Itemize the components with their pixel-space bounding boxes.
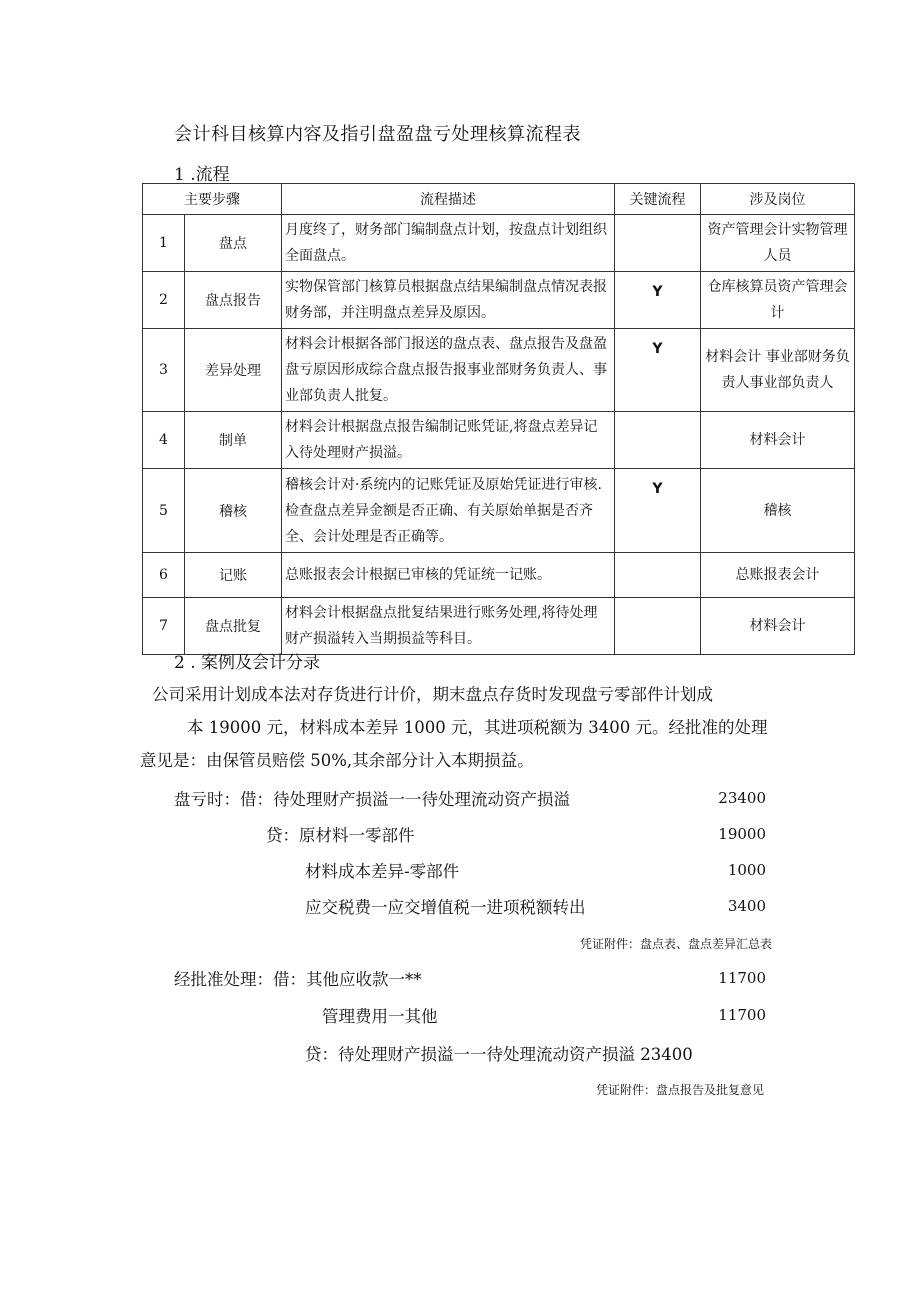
row-description: 稽核会计对·系统内的记账凭证及原始凭证进行审核. 检查盘点差异金额是否正确、有关原始单据是否齐全、会计处理是否正确等。 — [282, 469, 615, 553]
header-positions: 涉及岗位 — [701, 184, 855, 215]
row-step: 盘点报告 — [185, 272, 282, 329]
entry1-debit-amount: 23400 — [718, 789, 766, 807]
row-step: 盘点 — [185, 215, 282, 272]
entry1-credit-amount-3: 3400 — [727, 897, 766, 915]
entry1-credit-amount: 19000 — [718, 825, 766, 843]
table-row — [143, 329, 855, 412]
entry1-credit-line-3: 应交税费一应交增值税一进项税额转出 — [305, 898, 586, 917]
row-number: 1 — [143, 215, 185, 272]
entry2-debit-line: 经批准处理：借：其他应收款一** — [174, 970, 422, 989]
row-number: 4 — [143, 412, 185, 469]
row-key-flag — [615, 215, 701, 272]
header-description: 流程描述 — [282, 184, 615, 215]
entry2-voucher-note: 凭证附件：盘点报告及批复意见 — [596, 1083, 765, 1097]
row-step: 盘点批复 — [185, 598, 282, 655]
row-positions: 仓库核算员资产管理会计 — [701, 272, 855, 329]
table-row — [143, 215, 855, 272]
row-step: 制单 — [185, 412, 282, 469]
process-table — [142, 183, 855, 655]
table-header-row — [143, 184, 855, 215]
doc-title: 会计科目核算内容及指引盘盈盘亏处理核算流程表 — [174, 124, 581, 145]
row-description: 月度终了，财务部门编制盘点计划，按盘点计划组织全面盘点。 — [282, 215, 615, 272]
row-description: 材料会计根据盘点报告编制记账凭证,将盘点差异记入待处理财产损溢。 — [282, 412, 615, 469]
row-step: 稽核 — [185, 469, 282, 553]
entry2-debit-amount: 11700 — [718, 969, 766, 987]
table-row — [143, 553, 855, 598]
row-positions: 资产管理会计实物管理人员 — [701, 215, 855, 272]
case-line-3: 意见是：由保管员赔偿 50%,其余部分计入本期损益。 — [140, 751, 534, 770]
row-number: 3 — [143, 329, 185, 412]
row-description: 材料会计根据各部门报送的盘点表、盘点报告及盘盈盘亏原因形成综合盘点报告报事业部财务负责人、事业部负责人批复。 — [282, 329, 615, 412]
row-key-flag: Y — [615, 272, 701, 329]
entry2-debit-amount-2: 11700 — [718, 1006, 766, 1024]
row-key-flag — [615, 598, 701, 655]
entry1-voucher-note: 凭证附件：盘点表、盘点差异汇总表 — [580, 937, 773, 951]
row-key-flag: Y — [615, 469, 701, 553]
case-line-1: 公司采用计划成本法对存货进行计价，期末盘点存货时发现盘亏零部件计划成 — [152, 685, 713, 704]
row-key-flag — [615, 412, 701, 469]
row-number: 6 — [143, 553, 185, 598]
table-row — [143, 412, 855, 469]
entry2-debit-line-2: 管理费用一其他 — [322, 1007, 438, 1026]
row-description: 实物保管部门核算员根据盘点结果编制盘点情况表报财务部，并注明盘点差异及原因。 — [282, 272, 615, 329]
row-step: 记账 — [185, 553, 282, 598]
header-key-process: 关键流程 — [615, 184, 701, 215]
row-key-flag: Y — [615, 329, 701, 412]
case-line-2: 本 19000 元，材料成本差异 1000 元，其进项税额为 3400 元。经批准的处理 — [187, 718, 768, 737]
row-positions: 总账报表会计 — [701, 553, 855, 598]
row-number: 2 — [143, 272, 185, 329]
header-steps: 主要步骤 — [143, 184, 282, 215]
section-1-heading: 1 .流程 — [174, 165, 230, 185]
entry1-credit-line-2: 材料成本差异-零部件 — [305, 862, 460, 881]
table-row — [143, 598, 855, 655]
row-positions: 稽核 — [701, 469, 855, 553]
row-positions: 材料会计 — [701, 412, 855, 469]
row-step: 差异处理 — [185, 329, 282, 412]
section-2-heading: 2 . 案例及会计分录 — [174, 653, 321, 673]
row-number: 7 — [143, 598, 185, 655]
entry1-debit-line: 盘亏时：借：待处理财产损溢一一待处理流动资产损溢 — [174, 790, 570, 809]
row-description: 材料会计根据盘点批复结果进行账务处理,将待处理财产损溢转入当期损益等科目。 — [282, 598, 615, 655]
entry2-credit-line: 贷：待处理财产损溢一一待处理流动资产损溢 23400 — [305, 1045, 693, 1064]
row-number: 5 — [143, 469, 185, 553]
table-row — [143, 469, 855, 553]
entry1-credit-line: 贷：原材料一零部件 — [266, 826, 415, 845]
entry1-credit-amount-2: 1000 — [727, 861, 766, 879]
row-positions: 材料会计 — [701, 598, 855, 655]
row-description: 总账报表会计根据已审核的凭证统一记账。 — [282, 553, 615, 598]
row-positions: 材料会计 事业部财务负责人事业部负责人 — [701, 329, 855, 412]
table-row — [143, 272, 855, 329]
row-key-flag — [615, 553, 701, 598]
